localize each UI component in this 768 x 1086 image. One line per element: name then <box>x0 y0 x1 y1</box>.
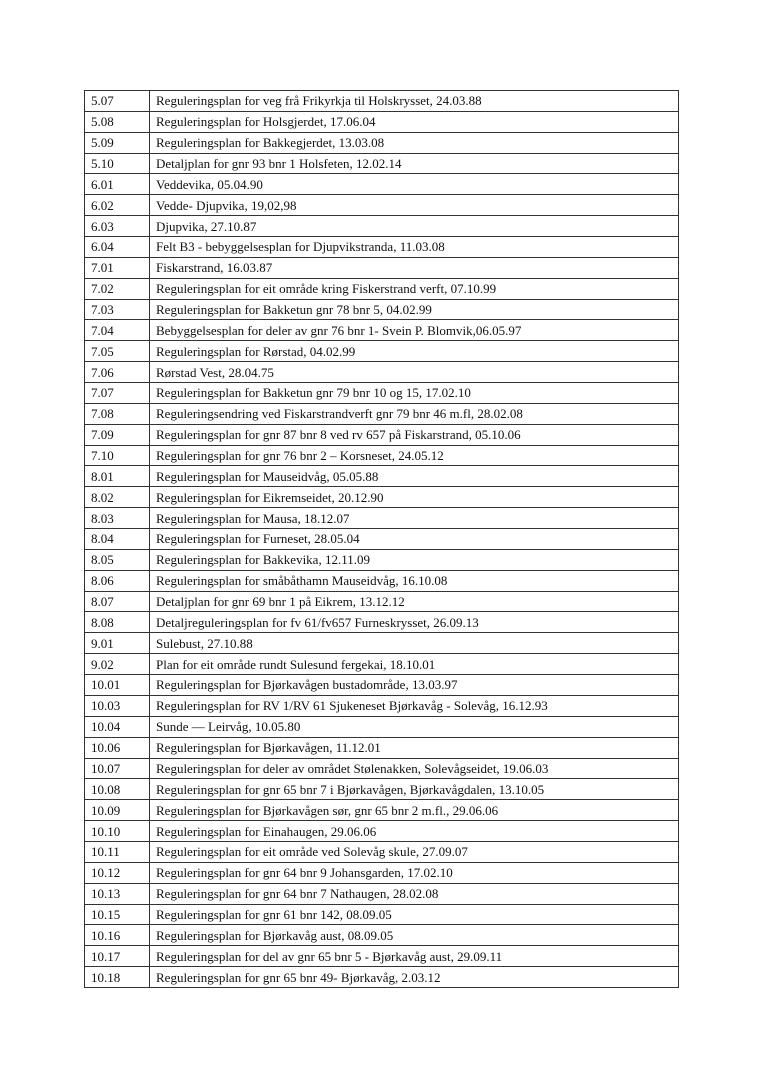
plan-title-cell: Reguleringsplan for gnr 87 bnr 8 ved rv 657 på Fiskarstrand, 05.10.06 <box>150 424 679 445</box>
plan-title-cell: Reguleringsplan for gnr 76 bnr 2 – Korsneset, 24.05.12 <box>150 445 679 466</box>
plan-code-cell: 5.10 <box>85 153 150 174</box>
table-row <box>85 153 679 174</box>
plan-code-cell: 8.08 <box>85 612 150 633</box>
plan-title-cell: Detaljplan for gnr 69 bnr 1 på Eikrem, 13.12.12 <box>150 591 679 612</box>
table-row <box>85 445 679 466</box>
plan-code-cell: 7.10 <box>85 445 150 466</box>
plan-code-cell: 10.07 <box>85 758 150 779</box>
table-row <box>85 591 679 612</box>
plan-title-cell: Reguleringsplan for eit område ved Solevåg skule, 27.09.07 <box>150 841 679 862</box>
table-row <box>85 529 679 550</box>
plan-code-cell: 10.15 <box>85 904 150 925</box>
table-row <box>85 257 679 278</box>
table-row <box>85 841 679 862</box>
table-row <box>85 91 679 112</box>
plan-title-cell: Reguleringsplan for eit område kring Fiskerstrand verft, 07.10.99 <box>150 278 679 299</box>
table-row <box>85 383 679 404</box>
plan-title-cell: Reguleringsplan for Bakketun gnr 79 bnr 10 og 15, 17.02.10 <box>150 383 679 404</box>
plan-title-cell: Reguleringsplan for RV 1/RV 61 Sjukeneset Bjørkavåg - Solevåg, 16.12.93 <box>150 695 679 716</box>
plan-code-cell: 5.09 <box>85 132 150 153</box>
table-row <box>85 278 679 299</box>
table-row <box>85 299 679 320</box>
plan-title-cell: Reguleringsplan for gnr 61 bnr 142, 08.09.05 <box>150 904 679 925</box>
table-row <box>85 195 679 216</box>
plan-title-cell: Fiskarstrand, 16.03.87 <box>150 257 679 278</box>
plan-code-cell: 10.13 <box>85 883 150 904</box>
plan-code-cell: 8.07 <box>85 591 150 612</box>
table-row <box>85 675 679 696</box>
table-row <box>85 821 679 842</box>
plan-title-cell: Reguleringsplan for gnr 65 bnr 49- Bjørkavåg, 2.03.12 <box>150 967 679 988</box>
plan-title-cell: Reguleringsplan for gnr 64 bnr 7 Nathaugen, 28.02.08 <box>150 883 679 904</box>
plan-title-cell: Sulebust, 27.10.88 <box>150 633 679 654</box>
plan-code-cell: 6.04 <box>85 237 150 258</box>
plan-title-cell: Reguleringsplan for Bakketun gnr 78 bnr 5, 04.02.99 <box>150 299 679 320</box>
plan-code-cell: 8.03 <box>85 508 150 529</box>
plan-code-cell: 9.02 <box>85 654 150 675</box>
table-row <box>85 403 679 424</box>
plan-title-cell: Reguleringsplan for Bjørkavåg aust, 08.09.05 <box>150 925 679 946</box>
table-row <box>85 633 679 654</box>
plan-code-cell: 7.05 <box>85 341 150 362</box>
table-row <box>85 612 679 633</box>
table-row <box>85 320 679 341</box>
plan-title-cell: Reguleringsendring ved Fiskarstrandverft gnr 79 bnr 46 m.fl, 28.02.08 <box>150 403 679 424</box>
plan-title-cell: Reguleringsplan for Mauseidvåg, 05.05.88 <box>150 466 679 487</box>
plan-code-cell: 6.02 <box>85 195 150 216</box>
table-row <box>85 216 679 237</box>
table-row <box>85 716 679 737</box>
plan-title-cell: Bebyggelsesplan for deler av gnr 76 bnr 1- Svein P. Blomvik,06.05.97 <box>150 320 679 341</box>
plan-code-cell: 7.04 <box>85 320 150 341</box>
plan-title-cell: Reguleringsplan for Bakkevika, 12.11.09 <box>150 549 679 570</box>
plan-title-cell: Reguleringsplan for Bjørkavågen bustadområde, 13.03.97 <box>150 675 679 696</box>
plan-code-cell: 10.10 <box>85 821 150 842</box>
plan-title-cell: Reguleringsplan for gnr 65 bnr 7 i Bjørkavågen, Bjørkavågdalen, 13.10.05 <box>150 779 679 800</box>
plan-title-cell: Reguleringsplan for Rørstad, 04.02.99 <box>150 341 679 362</box>
plan-title-cell: Djupvika, 27.10.87 <box>150 216 679 237</box>
plan-title-cell: Detaljplan for gnr 93 bnr 1 Holsfeten, 12.02.14 <box>150 153 679 174</box>
table-row <box>85 111 679 132</box>
plan-code-cell: 10.06 <box>85 737 150 758</box>
plan-code-cell: 7.08 <box>85 403 150 424</box>
plan-table <box>84 90 679 988</box>
plan-code-cell: 7.07 <box>85 383 150 404</box>
plan-title-cell: Reguleringsplan for småbåthamn Mauseidvåg, 16.10.08 <box>150 570 679 591</box>
plan-title-cell: Reguleringsplan for veg frå Frikyrkja til Holskrysset, 24.03.88 <box>150 91 679 112</box>
plan-title-cell: Reguleringsplan for deler av området Stølenakken, Solevågseidet, 19.06.03 <box>150 758 679 779</box>
table-row <box>85 862 679 883</box>
table-row <box>85 487 679 508</box>
table-row <box>85 800 679 821</box>
plan-code-cell: 10.11 <box>85 841 150 862</box>
plan-title-cell: Reguleringsplan for Holsgjerdet, 17.06.04 <box>150 111 679 132</box>
plan-code-cell: 5.07 <box>85 91 150 112</box>
plan-code-cell: 7.09 <box>85 424 150 445</box>
plan-title-cell: Rørstad Vest, 28.04.75 <box>150 362 679 383</box>
plan-code-cell: 10.01 <box>85 675 150 696</box>
table-row <box>85 758 679 779</box>
plan-code-cell: 6.01 <box>85 174 150 195</box>
plan-table-body <box>85 91 679 988</box>
table-row <box>85 654 679 675</box>
plan-code-cell: 9.01 <box>85 633 150 654</box>
table-row <box>85 237 679 258</box>
table-row <box>85 925 679 946</box>
plan-code-cell: 7.02 <box>85 278 150 299</box>
plan-code-cell: 6.03 <box>85 216 150 237</box>
plan-title-cell: Reguleringsplan for Einahaugen, 29.06.06 <box>150 821 679 842</box>
plan-code-cell: 10.16 <box>85 925 150 946</box>
plan-title-cell: Felt B3 - bebyggelsesplan for Djupvikstranda, 11.03.08 <box>150 237 679 258</box>
plan-code-cell: 5.08 <box>85 111 150 132</box>
plan-title-cell: Veddevika, 05.04.90 <box>150 174 679 195</box>
plan-title-cell: Reguleringsplan for Bjørkavågen, 11.12.01 <box>150 737 679 758</box>
plan-code-cell: 10.17 <box>85 946 150 967</box>
table-row <box>85 570 679 591</box>
plan-title-cell: Reguleringsplan for Eikremseidet, 20.12.90 <box>150 487 679 508</box>
plan-code-cell: 8.01 <box>85 466 150 487</box>
table-row <box>85 946 679 967</box>
table-row <box>85 883 679 904</box>
table-row <box>85 904 679 925</box>
table-row <box>85 967 679 988</box>
table-row <box>85 779 679 800</box>
plan-code-cell: 7.06 <box>85 362 150 383</box>
table-row <box>85 174 679 195</box>
plan-code-cell: 8.06 <box>85 570 150 591</box>
plan-title-cell: Reguleringsplan for gnr 64 bnr 9 Johansgarden, 17.02.10 <box>150 862 679 883</box>
table-row <box>85 695 679 716</box>
table-row <box>85 362 679 383</box>
plan-title-cell: Reguleringsplan for del av gnr 65 bnr 5 - Bjørkavåg aust, 29.09.11 <box>150 946 679 967</box>
plan-code-cell: 7.03 <box>85 299 150 320</box>
plan-title-cell: Reguleringsplan for Mausa, 18.12.07 <box>150 508 679 529</box>
plan-code-cell: 10.12 <box>85 862 150 883</box>
plan-title-cell: Plan for eit område rundt Sulesund fergekai, 18.10.01 <box>150 654 679 675</box>
plan-title-cell: Detaljreguleringsplan for fv 61/fv657 Furneskrysset, 26.09.13 <box>150 612 679 633</box>
plan-title-cell: Reguleringsplan for Bakkegjerdet, 13.03.08 <box>150 132 679 153</box>
table-row <box>85 466 679 487</box>
plan-code-cell: 7.01 <box>85 257 150 278</box>
plan-code-cell: 10.18 <box>85 967 150 988</box>
plan-code-cell: 10.08 <box>85 779 150 800</box>
plan-code-cell: 8.04 <box>85 529 150 550</box>
table-row <box>85 737 679 758</box>
plan-code-cell: 8.05 <box>85 549 150 570</box>
plan-title-cell: Sunde — Leirvåg, 10.05.80 <box>150 716 679 737</box>
plan-title-cell: Reguleringsplan for Furneset, 28.05.04 <box>150 529 679 550</box>
table-row <box>85 341 679 362</box>
table-row <box>85 132 679 153</box>
plan-code-cell: 10.09 <box>85 800 150 821</box>
plan-code-cell: 8.02 <box>85 487 150 508</box>
table-row <box>85 424 679 445</box>
plan-title-cell: Reguleringsplan for Bjørkavågen sør, gnr 65 bnr 2 m.fl., 29.06.06 <box>150 800 679 821</box>
plan-code-cell: 10.04 <box>85 716 150 737</box>
table-row <box>85 549 679 570</box>
table-row <box>85 508 679 529</box>
plan-code-cell: 10.03 <box>85 695 150 716</box>
plan-title-cell: Vedde- Djupvika, 19,02,98 <box>150 195 679 216</box>
